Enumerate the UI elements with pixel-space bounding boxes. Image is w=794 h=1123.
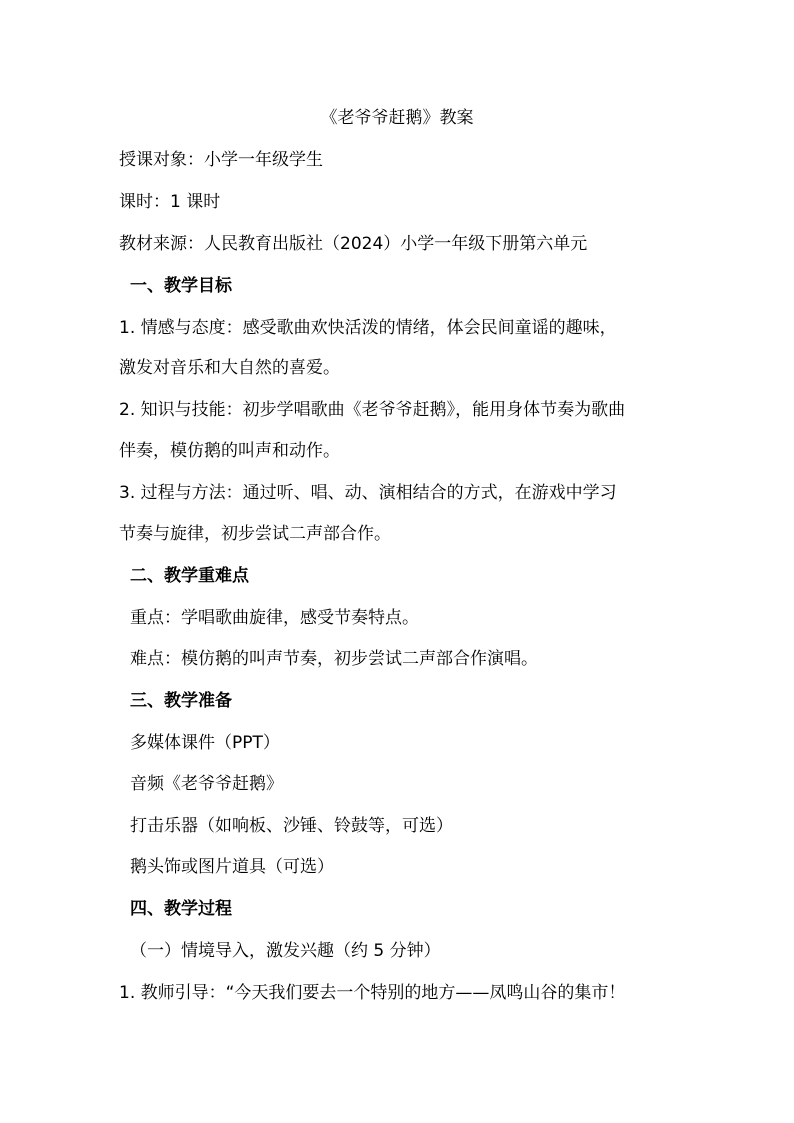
goal-3-line-1: 3. 过程与方法：通过听、唱、动、演相结合的方式，在游戏中学习 bbox=[119, 483, 617, 503]
section-heading-preparation: 三、教学准备 bbox=[130, 691, 232, 711]
section-heading-goals: 一、教学目标 bbox=[130, 276, 232, 296]
section-heading-process: 四、教学过程 bbox=[130, 899, 232, 919]
meta-source: 教材来源：人民教育出版社（2024）小学一年级下册第六单元 bbox=[119, 234, 588, 254]
goal-3-line-2: 节奏与旋律，初步尝试二声部合作。 bbox=[119, 524, 391, 544]
goal-1-line-2: 激发对音乐和大自然的喜爱。 bbox=[119, 358, 340, 378]
process-subheading-1: （一）情境导入，激发兴趣（约 5 分钟） bbox=[130, 941, 441, 961]
goal-2-line-1: 2. 知识与技能：初步学唱歌曲《老爷爷赶鹅》，能用身体节奏为歌曲 bbox=[119, 400, 626, 420]
meta-duration: 课时：1 课时 bbox=[119, 192, 221, 212]
keypoint-key: 重点：学唱歌曲旋律，感受节奏特点。 bbox=[130, 608, 419, 628]
goal-1-line-1: 1. 情感与态度：感受歌曲欢快活泼的情绪，体会民间童谣的趣味， bbox=[119, 318, 617, 338]
doc-title: 《老爷爷赶鹅》教案 bbox=[320, 108, 474, 128]
preparation-item: 打击乐器（如响板、沙锤、铃鼓等，可选） bbox=[130, 816, 453, 836]
keypoint-difficulty: 难点：模仿鹅的叫声节奏，初步尝试二声部合作演唱。 bbox=[130, 649, 538, 669]
section-heading-keypoints: 二、教学重难点 bbox=[130, 566, 249, 586]
preparation-item: 音频《老爷爷赶鹅》 bbox=[130, 774, 283, 794]
goal-2-line-2: 伴奏，模仿鹅的叫声和动作。 bbox=[119, 441, 340, 461]
meta-audience: 授课对象：小学一年级学生 bbox=[119, 150, 323, 170]
process-step-1: 1. 教师引导：“今天我们要去一个特别的地方——凤鸣山谷的集市！ bbox=[119, 983, 626, 1003]
preparation-item: 鹅头饰或图片道具（可选） bbox=[130, 857, 334, 877]
preparation-item: 多媒体课件（PPT） bbox=[130, 733, 280, 753]
